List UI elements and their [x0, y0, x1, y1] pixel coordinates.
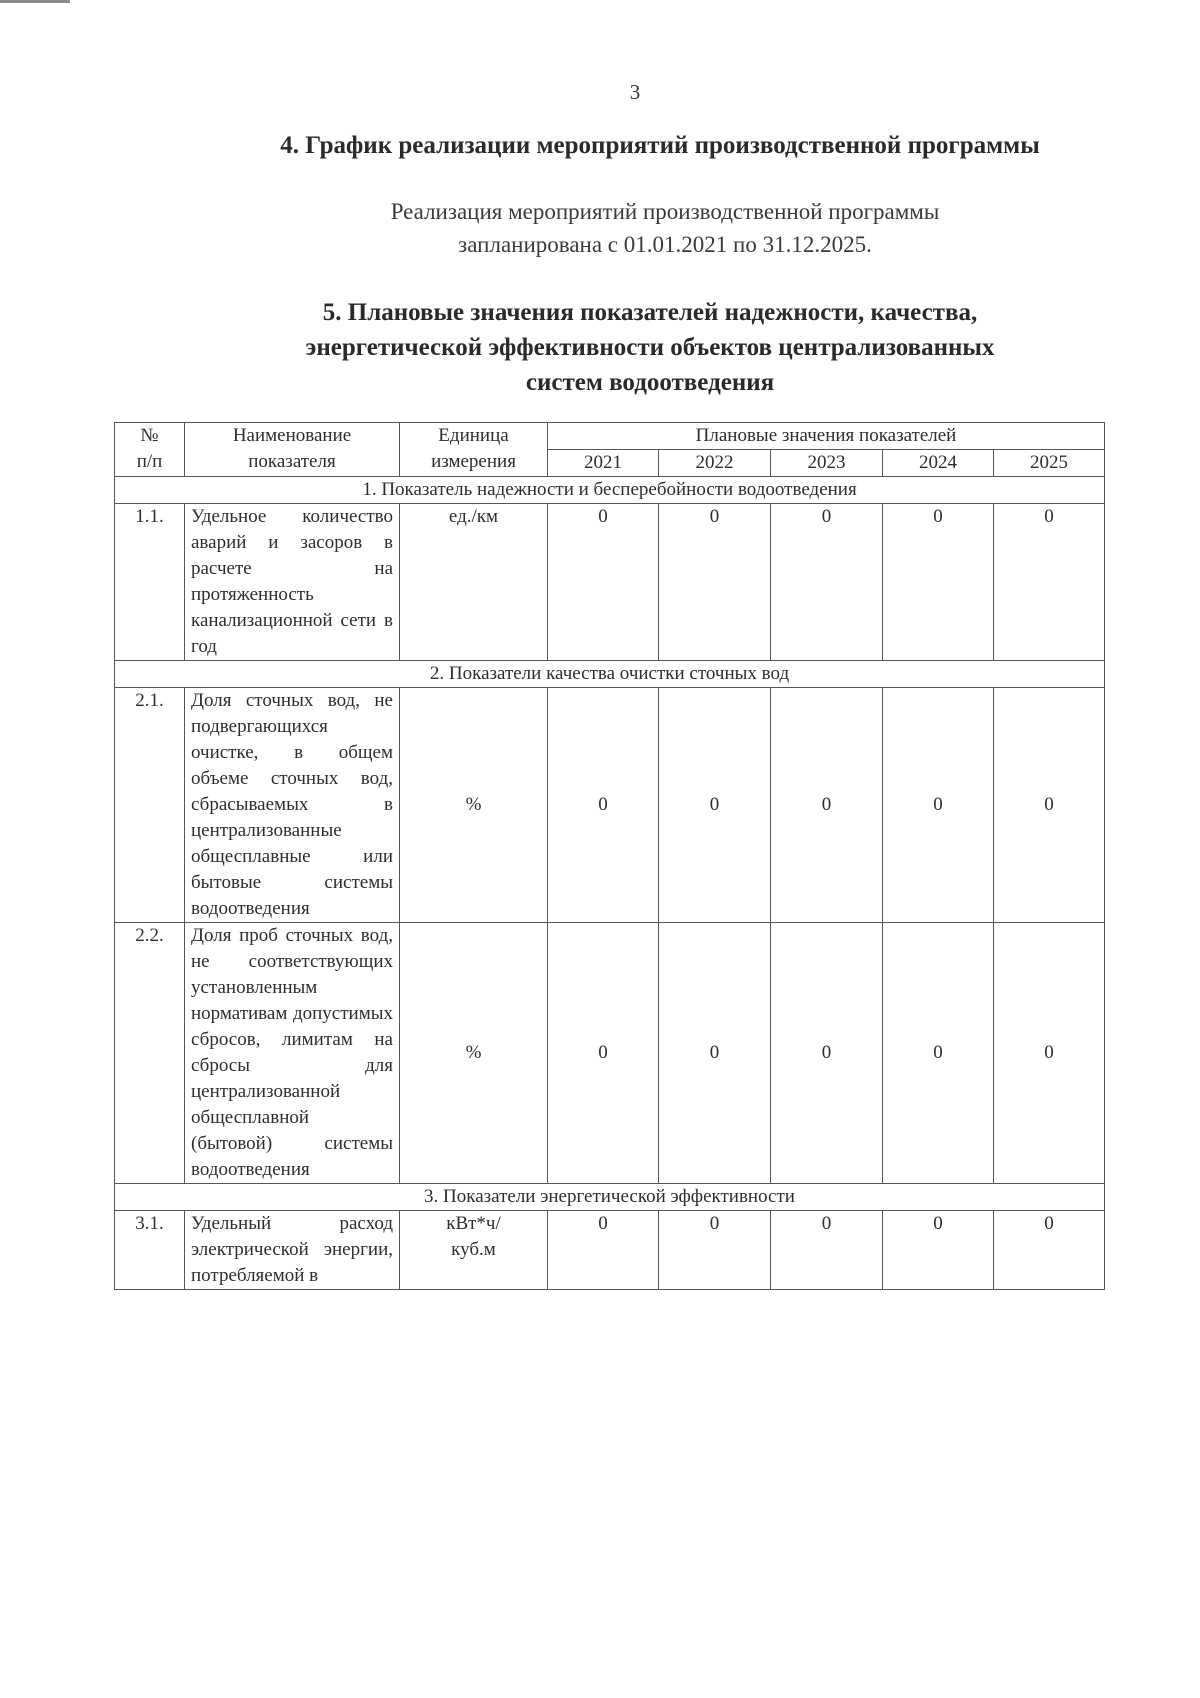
row-value-2021: 0	[548, 688, 659, 923]
row-unit: %	[400, 923, 548, 1184]
row-value-2022: 0	[659, 923, 771, 1184]
header-row-1	[115, 423, 1105, 450]
row-value-2022: 0	[659, 1211, 771, 1290]
row-value-2024: 0	[883, 504, 994, 661]
row-unit: %	[400, 688, 548, 923]
row-indicator-name: Удельный расход электрической энергии, потребляемой в	[185, 1211, 400, 1290]
row-value-2025: 0	[994, 688, 1105, 923]
row-indicator-name: Доля проб сточных вод, не соответствующих установленным нормативам допустимых сбросов, лимитам на сбросы для централизованной общесплавной (бытовой) системы водоотведения	[185, 923, 400, 1184]
header-year: 2024	[883, 450, 994, 477]
header-unit	[400, 423, 548, 477]
row-num: 3.1.	[115, 1211, 185, 1290]
header-year: 2025	[994, 450, 1105, 477]
scan-corner-mark	[0, 0, 70, 3]
header-name	[185, 423, 400, 477]
header-num	[115, 423, 185, 477]
row-value-2025: 0	[994, 1211, 1105, 1290]
section-2-title: 2. Показатели качества очистки сточных вод	[115, 661, 1105, 688]
header-year: 2021	[548, 450, 659, 477]
row-indicator-name: Доля сточных вод, не подвергающихся очистке, в общем объеме сточных вод, сбрасываемых в централизованные общесплавные или бытовые системы водоотведения	[185, 688, 400, 923]
row-unit	[400, 1211, 548, 1290]
section-5-title-line-3: систем водоотведения	[525, 369, 775, 396]
header-name-line-1: Наименование	[232, 425, 352, 446]
row-value-2023: 0	[771, 504, 883, 661]
section-4-title: 4. График реализации мероприятий производственной программы	[280, 132, 1040, 159]
header-year: 2022	[659, 450, 771, 477]
row-num: 2.2.	[115, 923, 185, 1184]
section-4-text-line-2: запланирована с 01.01.2021 по 31.12.2025.	[458, 232, 872, 257]
section-row	[115, 477, 1105, 504]
row-value-2024: 0	[883, 923, 994, 1184]
row-num: 1.1.	[115, 504, 185, 661]
row-value-2024: 0	[883, 1211, 994, 1290]
header-plan-values: Плановые значения показателей	[548, 423, 1105, 450]
row-value-2021: 0	[548, 1211, 659, 1290]
section-row	[115, 661, 1105, 688]
row-num: 2.1.	[115, 688, 185, 923]
header-name-line-2: показателя	[248, 451, 336, 472]
row-value-2023: 0	[771, 923, 883, 1184]
row-value-2025: 0	[994, 923, 1105, 1184]
section-5-title-line-1: 5. Плановые значения показателей надежности, качества,	[322, 299, 978, 326]
header-year: 2023	[771, 450, 883, 477]
table-row	[115, 1211, 1105, 1290]
row-value-2022: 0	[659, 504, 771, 661]
table-row	[115, 923, 1105, 1184]
row-value-2022: 0	[659, 688, 771, 923]
row-value-2021: 0	[548, 504, 659, 661]
header-unit-line-1: Единица	[438, 425, 509, 446]
section-4-text-line-1: Реализация мероприятий производственной программы	[390, 199, 940, 224]
header-num-line-2: п/п	[136, 451, 163, 472]
page-number: 3	[629, 80, 641, 104]
row-indicator-name: Удельное количество аварий и засоров в расчете на протяженность канализационной сети в год	[185, 504, 400, 661]
table-row	[115, 504, 1105, 661]
section-5-title	[210, 295, 1090, 400]
section-4-text	[260, 195, 1070, 261]
table-row	[115, 688, 1105, 923]
row-value-2023: 0	[771, 1211, 883, 1290]
section-1-title: 1. Показатель надежности и бесперебойности водоотведения	[115, 477, 1105, 504]
row-unit-line-2: куб.м	[451, 1239, 496, 1260]
row-value-2025: 0	[994, 504, 1105, 661]
row-value-2021: 0	[548, 923, 659, 1184]
header-unit-line-2: измерения	[431, 451, 516, 472]
indicators-table	[114, 422, 1105, 1290]
section-row	[115, 1184, 1105, 1211]
row-unit-line-1: кВт*ч/	[446, 1213, 501, 1234]
section-3-title: 3. Показатели энергетической эффективности	[115, 1184, 1105, 1211]
row-unit: ед./км	[400, 504, 548, 661]
section-5-title-line-2: энергетической эффективности объектов централизованных	[305, 334, 995, 361]
row-value-2024: 0	[883, 688, 994, 923]
row-value-2023: 0	[771, 688, 883, 923]
header-num-line-1: №	[140, 425, 159, 446]
